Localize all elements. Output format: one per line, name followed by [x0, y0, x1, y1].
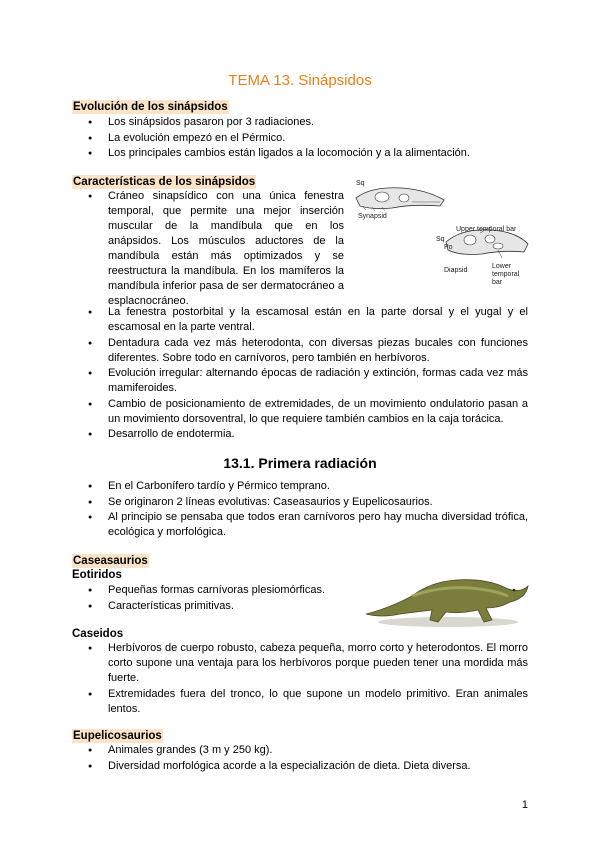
list-caracteristicas-top: [72, 189, 344, 310]
label-lower-2: temporal: [492, 271, 520, 278]
label-lower-3: bar: [492, 279, 503, 286]
list-item: ● Pequeñas formas carnívoras plesiomórficas.: [72, 583, 372, 598]
list-item: ● En el Carbonífero tardío y Pérmico temprano.: [72, 479, 528, 494]
list-item: ● Dentadura cada vez más heterodonta, con diversas piezas bucales con funciones diferentes. Sobre todo en carnívoros, pero también en herbívoros.: [72, 336, 528, 366]
label-sq-1: Sq: [356, 180, 365, 187]
list-item: ● La evolución empezó en el Pérmico.: [72, 131, 528, 146]
list-item: ● Evolución irregular: alternando épocas de radiación y extinción, formas cada vez más mamiferoides.: [72, 366, 528, 396]
list-item: ● Herbívoros de cuerpo robusto, cabeza pequeña, morro corto y heterodontos. El morro corto supone una ventaja para los herbívoros porque pueden tener una mordida más fuerte.: [72, 641, 528, 686]
list-evolucion: [72, 115, 528, 162]
list-primera: [72, 479, 528, 541]
list-item: ● Animales grandes (3 m y 250 kg).: [72, 743, 528, 758]
skull-diagram-figure: [352, 176, 532, 296]
heading-evolucion: Evolución de los sinápsidos: [73, 101, 228, 113]
list-item: ● Se originaron 2 líneas evolutivas: Caseasaurios y Eupelicosaurios.: [72, 495, 528, 510]
label-diapsid: Diapsid: [444, 267, 468, 274]
list-item: ● Diversidad morfológica acorde a la especialización de dieta. Dieta diversa.: [72, 759, 528, 774]
heading-eotiridos: Eotiridos: [72, 569, 122, 581]
list-eupelicosaurios: [72, 743, 528, 774]
list-item: ● Cráneo sinapsídico con una única fenestra temporal, que permite una mejor inserción muscular de la mandíbula que en los anápsidos. Los músculos aductores de la mandíbula están más optimizados y se reestructura la mandíbula. En los mamíferos la mandíbula inferior pasa de ser dermatocráneo a esplacnocráneo.: [72, 189, 344, 309]
list-eotiridos: [72, 583, 372, 614]
label-upper-temporal-bar: Upper temporal bar: [456, 226, 517, 233]
eothyrid-illustration: [360, 556, 532, 630]
list-item: ● Los principales cambios están ligados a la locomoción y a la alimentación.: [72, 146, 528, 161]
list-item: ● La fenestra postorbital y la escamosal están en la parte dorsal y el yugal y el escamosal en la parte ventral.: [72, 305, 528, 335]
list-caracteristicas: [72, 305, 528, 443]
heading-caseidos: Caseidos: [72, 628, 124, 640]
list-item: ● Cambio de posicionamiento de extremidades, de un movimiento ondulatorio pasan a un movimiento dorsoventral, lo que requiere también cambios en la caja torácica.: [72, 397, 528, 427]
page-title: TEMA 13. Sinápsidos: [228, 72, 372, 89]
list-item: ● Al principio se pensaba que todos eran carnívoros pero hay mucha diversidad trófica, ecológica y morfológica.: [72, 510, 528, 540]
label-lower-1: Lower: [492, 263, 512, 270]
heading-caseasaurios: Caseasaurios: [73, 555, 148, 567]
list-item: ● Desarrollo de endotermia.: [72, 427, 528, 442]
synapsid-skull-drawing: [356, 188, 444, 211]
list-caseidos: [72, 641, 528, 717]
list-item: ● Características primitivas.: [72, 599, 372, 614]
page-number: 1: [521, 799, 528, 811]
label-po: Po: [444, 244, 453, 251]
list-item: ● Los sinápsidos pasaron por 3 radiaciones.: [72, 115, 528, 130]
label-sq-2: Sq: [436, 236, 445, 243]
heading-caracteristicas: Características de los sinápsidos: [73, 176, 256, 188]
heading-eupelicosaurios: Eupelicosaurios: [73, 730, 162, 742]
section-heading-primera: 13.1. Primera radiación: [223, 455, 377, 471]
list-item: ● Extremidades fuera del tronco, lo que supone un modelo primitivo. Eran animales lentos.: [72, 687, 528, 717]
label-synapsid: Synapsid: [358, 213, 387, 220]
